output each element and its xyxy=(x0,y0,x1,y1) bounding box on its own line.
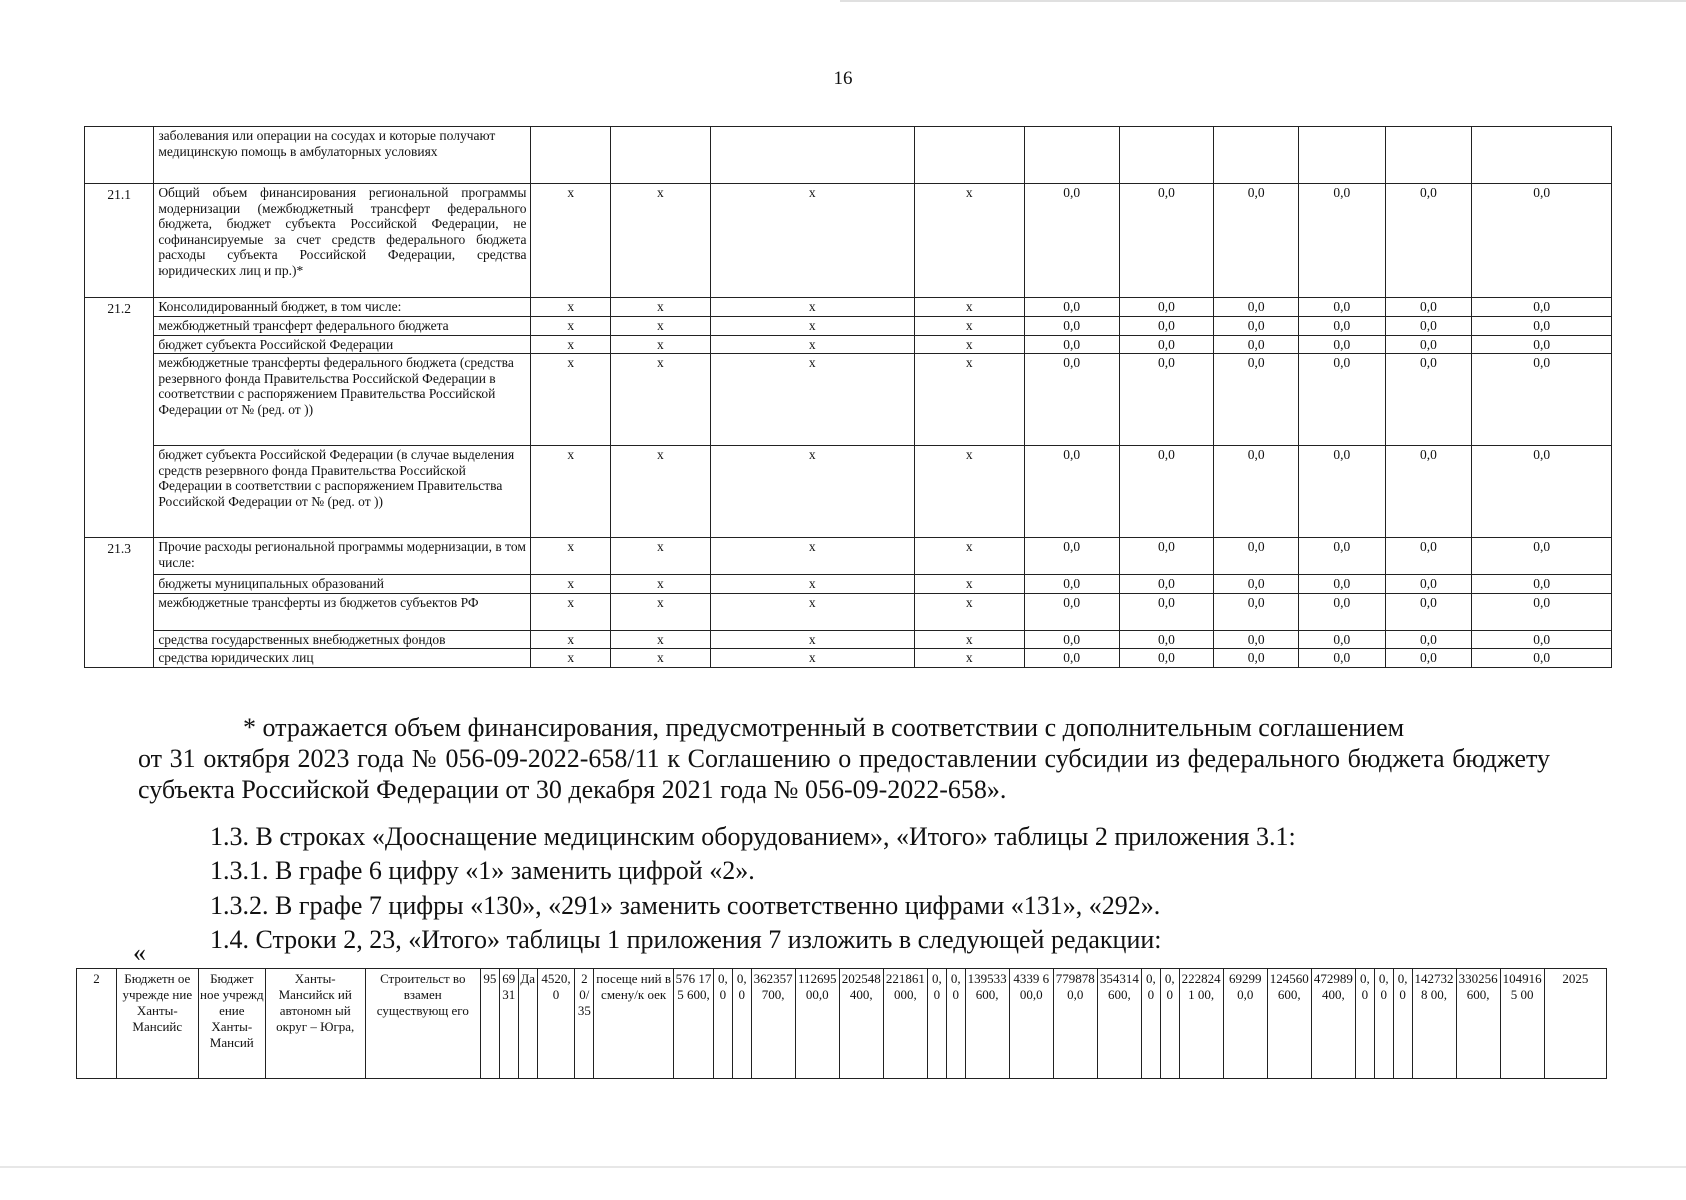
table-row xyxy=(85,298,1612,317)
value-cell: 0,0 xyxy=(1024,649,1119,668)
value-cell: x xyxy=(914,335,1024,354)
value-cell: 0,0 xyxy=(1374,969,1393,1079)
value-cell: 0,0 xyxy=(1472,317,1612,336)
value-cell: 20/35 xyxy=(575,969,594,1079)
value-cell: 0,0 xyxy=(1298,184,1385,298)
row-description: бюджет субъекта Российской Федерации xyxy=(154,335,531,354)
value-cell: 0,0 xyxy=(713,969,732,1079)
value-cell: x xyxy=(710,335,914,354)
value-cell: 0,0 xyxy=(1472,593,1612,630)
table-row xyxy=(85,127,1612,184)
value-cell xyxy=(1298,127,1385,184)
value-cell: 0,0 xyxy=(1214,298,1299,317)
value-cell: 0,0 xyxy=(1385,593,1472,630)
row-number xyxy=(85,127,154,184)
value-cell: 0,0 xyxy=(1024,593,1119,630)
value-cell xyxy=(914,127,1024,184)
value-cell: 0,0 xyxy=(1024,354,1119,446)
value-cell: 4339 600,0 xyxy=(1009,969,1053,1079)
value-cell: x xyxy=(610,298,710,317)
value-cell: 0,0 xyxy=(1160,969,1179,1079)
value-cell: x xyxy=(914,538,1024,575)
value-cell: 0,0 xyxy=(1385,649,1472,668)
value-cell: x xyxy=(531,630,611,649)
value-cell: 0,0 xyxy=(1024,575,1119,594)
value-cell: x xyxy=(610,538,710,575)
value-cell: x xyxy=(710,298,914,317)
value-cell xyxy=(1119,127,1214,184)
value-cell: 0,0 xyxy=(1298,335,1385,354)
value-cell: 4520,0 xyxy=(537,969,575,1079)
value-cell: 0,0 xyxy=(1024,298,1119,317)
value-cell: x xyxy=(610,335,710,354)
table-row xyxy=(85,335,1612,354)
value-cell: 692990,0 xyxy=(1223,969,1267,1079)
value-cell: Бюджет ное учрежд ение Ханты-Мансий xyxy=(198,969,265,1079)
value-cell: 202548 400, xyxy=(839,969,883,1079)
appendix7-row-table xyxy=(76,968,1607,1079)
value-cell: 0,0 xyxy=(1214,354,1299,446)
value-cell: 0,0 xyxy=(1214,335,1299,354)
value-cell: 0,0 xyxy=(1119,298,1214,317)
row-description: Общий объем финансирования региональной программы модернизации (межбюджетный трансферт федерального бюджета, бюджет субъекта Российской Федерации, не софинансируемые за счет средств федерального бюджета расходы субъекта Российской Федерации, средства юридических лиц и пр.)* xyxy=(154,184,531,298)
value-cell: x xyxy=(710,649,914,668)
value-cell: x xyxy=(710,446,914,538)
value-cell: 0,0 xyxy=(1214,649,1299,668)
value-cell: 0,0 xyxy=(1472,335,1612,354)
value-cell xyxy=(531,127,611,184)
table-row xyxy=(85,538,1612,575)
value-cell: 2228241 00, xyxy=(1179,969,1223,1079)
financing-table xyxy=(84,126,1612,668)
row-description: бюджет субъекта Российской Федерации (в случае выделения средств резервного фонда Правительства Российской Федерации в соответствии с распоряжением Правительства Российской Федерации от № (ред. от )) xyxy=(154,446,531,538)
value-cell xyxy=(1472,127,1612,184)
value-cell: 124560 600, xyxy=(1267,969,1311,1079)
value-cell: 0,0 xyxy=(1298,354,1385,446)
value-cell: x xyxy=(610,593,710,630)
value-cell: 0,0 xyxy=(1119,630,1214,649)
value-cell: 0,0 xyxy=(1298,298,1385,317)
value-cell: x xyxy=(531,593,611,630)
value-cell: 0,0 xyxy=(1119,446,1214,538)
value-cell: x xyxy=(531,335,611,354)
row-description: средства юридических лиц xyxy=(154,649,531,668)
value-cell: 0,0 xyxy=(1298,317,1385,336)
paragraph-1-3-1: 1.3.1. В графе 6 цифру «1» заменить цифрой «2». xyxy=(210,856,755,885)
value-cell: x xyxy=(914,649,1024,668)
value-cell: 0,0 xyxy=(1385,575,1472,594)
row-description: межбюджетные трансферты из бюджетов субъектов РФ xyxy=(154,593,531,630)
value-cell: x xyxy=(610,649,710,668)
value-cell: 0,0 xyxy=(1298,538,1385,575)
value-cell: 354314 600, xyxy=(1097,969,1141,1079)
value-cell: 6931 xyxy=(499,969,518,1079)
row-description: бюджеты муниципальных образований xyxy=(154,575,531,594)
value-cell: 95 xyxy=(480,969,499,1079)
value-cell: x xyxy=(610,630,710,649)
value-cell: 0,0 xyxy=(1472,446,1612,538)
table-row xyxy=(85,649,1612,668)
value-cell: 0,0 xyxy=(1119,184,1214,298)
paragraph-1-3: 1.3. В строках «Дооснащение медицинским оборудованием», «Итого» таблицы 2 приложения 3.1: xyxy=(210,822,1296,851)
value-cell: 0,0 xyxy=(1472,649,1612,668)
value-cell: Да xyxy=(518,969,537,1079)
scan-edge-bottom xyxy=(0,1166,1686,1168)
value-cell: 0,0 xyxy=(1472,354,1612,446)
row-number: 21.2 xyxy=(85,298,154,538)
value-cell: x xyxy=(531,298,611,317)
value-cell: 0,0 xyxy=(1385,538,1472,575)
opening-quote: « xyxy=(133,938,146,967)
value-cell xyxy=(710,127,914,184)
value-cell: 0,0 xyxy=(1298,446,1385,538)
value-cell: 0,0 xyxy=(1024,630,1119,649)
value-cell: 0,0 xyxy=(1024,446,1119,538)
value-cell: x xyxy=(531,538,611,575)
value-cell: x xyxy=(531,354,611,446)
value-cell: Ханты-Мансийск ий автономн ый округ – Югра, xyxy=(265,969,365,1079)
value-cell: 0,0 xyxy=(946,969,965,1079)
value-cell: 0,0 xyxy=(1119,354,1214,446)
value-cell: 0,0 xyxy=(1472,184,1612,298)
value-cell: 0,0 xyxy=(927,969,946,1079)
value-cell: 0,0 xyxy=(1385,446,1472,538)
value-cell: 0,0 xyxy=(1385,630,1472,649)
value-cell: 0,0 xyxy=(1214,184,1299,298)
value-cell: 2 xyxy=(77,969,117,1079)
value-cell: 0,0 xyxy=(1119,575,1214,594)
value-cell: x xyxy=(710,184,914,298)
table-row xyxy=(85,575,1612,594)
value-cell xyxy=(1214,127,1299,184)
value-cell: 0,0 xyxy=(1119,538,1214,575)
table-row xyxy=(85,354,1612,446)
value-cell: Строительст во взамен существующ его xyxy=(365,969,480,1079)
value-cell: 0,0 xyxy=(1214,575,1299,594)
value-cell: 112695 00,0 xyxy=(795,969,839,1079)
row-number: 21.1 xyxy=(85,184,154,298)
value-cell xyxy=(1024,127,1119,184)
value-cell: 0,0 xyxy=(1214,593,1299,630)
value-cell: 330256 600, xyxy=(1456,969,1500,1079)
footnote-rest: от 31 октября 2023 года № 056-09-2022-658/11 к Соглашению о предоставлении субсидии из федерального бюджета бюджету субъекта Российской Федерации от 30 декабря 2021 года № 056-09-2022-658». xyxy=(138,744,1550,804)
value-cell: 7798780,0 xyxy=(1053,969,1097,1079)
value-cell: 0,0 xyxy=(1385,298,1472,317)
value-cell: 0,0 xyxy=(1298,575,1385,594)
value-cell: посеще ний в смену/к оек xyxy=(594,969,674,1079)
value-cell: x xyxy=(610,446,710,538)
row-description: средства государственных внебюджетных фондов xyxy=(154,630,531,649)
value-cell: x xyxy=(914,184,1024,298)
value-cell xyxy=(610,127,710,184)
table-row xyxy=(77,969,1607,1079)
value-cell: x xyxy=(914,575,1024,594)
value-cell: 0,0 xyxy=(1472,298,1612,317)
footnote xyxy=(138,712,1550,805)
value-cell: 0,0 xyxy=(1119,593,1214,630)
value-cell: 0,0 xyxy=(1024,335,1119,354)
paragraph-1-4: 1.4. Строки 2, 23, «Итого» таблицы 1 приложения 7 изложить в следующей редакции: xyxy=(210,925,1162,954)
value-cell: 0,0 xyxy=(1298,630,1385,649)
value-cell: x xyxy=(914,630,1024,649)
value-cell xyxy=(1385,127,1472,184)
value-cell: x xyxy=(914,446,1024,538)
footnote-line1: * отражается объем финансирования, предусмотренный в соответствии с дополнительным соглашением xyxy=(243,713,1405,742)
table-row xyxy=(85,446,1612,538)
value-cell: 0,0 xyxy=(1024,317,1119,336)
value-cell: x xyxy=(531,446,611,538)
value-cell: 472989 400, xyxy=(1311,969,1355,1079)
value-cell: 0,0 xyxy=(1472,538,1612,575)
value-cell: 0,0 xyxy=(1355,969,1374,1079)
value-cell: x xyxy=(914,298,1024,317)
value-cell: 0,0 xyxy=(1119,649,1214,668)
scan-edge-top xyxy=(840,0,1686,2)
value-cell: 0,0 xyxy=(1298,593,1385,630)
table-row xyxy=(85,593,1612,630)
value-cell: 0,0 xyxy=(1385,317,1472,336)
value-cell: 0,0 xyxy=(1393,969,1412,1079)
value-cell: 0,0 xyxy=(1385,354,1472,446)
value-cell: x xyxy=(531,575,611,594)
value-cell: 0,0 xyxy=(1385,335,1472,354)
value-cell: x xyxy=(531,649,611,668)
row-description: Прочие расходы региональной программы модернизации, в том числе: xyxy=(154,538,531,575)
value-cell: x xyxy=(610,354,710,446)
value-cell: x xyxy=(531,184,611,298)
value-cell: Бюджетн ое учрежде ние Ханты-Мансийс xyxy=(116,969,198,1079)
value-cell: 0,0 xyxy=(1214,630,1299,649)
value-cell: 0,0 xyxy=(1214,446,1299,538)
row-description: межбюджетный трансферт федерального бюджета xyxy=(154,317,531,336)
value-cell: x xyxy=(914,593,1024,630)
row-description: Консолидированный бюджет, в том числе: xyxy=(154,298,531,317)
value-cell: 0,0 xyxy=(1119,335,1214,354)
page-number: 16 xyxy=(833,68,853,89)
value-cell: 362357 700, xyxy=(751,969,795,1079)
value-cell: x xyxy=(531,317,611,336)
value-cell: 1049165 00 xyxy=(1500,969,1544,1079)
row-description: межбюджетные трансферты федерального бюджета (средства резервного фонда Правительства Российской Федерации в соответствии с распоряжением Правительства Российской Федерации от № (ред. от )) xyxy=(154,354,531,446)
value-cell: x xyxy=(610,317,710,336)
value-cell: x xyxy=(610,575,710,594)
value-cell: 0,0 xyxy=(1119,317,1214,336)
value-cell: 0,0 xyxy=(1214,317,1299,336)
value-cell: 0,0 xyxy=(1214,538,1299,575)
value-cell: 1427328 00, xyxy=(1412,969,1456,1079)
value-cell: 0,0 xyxy=(1024,538,1119,575)
value-cell: x xyxy=(710,575,914,594)
row-number: 21.3 xyxy=(85,538,154,668)
value-cell: x xyxy=(914,354,1024,446)
value-cell: 0,0 xyxy=(1024,184,1119,298)
table-row xyxy=(85,184,1612,298)
value-cell: 576 175 600, xyxy=(674,969,714,1079)
value-cell: 0,0 xyxy=(1385,184,1472,298)
value-cell: 221861 000, xyxy=(883,969,927,1079)
value-cell: 139533 600, xyxy=(965,969,1009,1079)
row-description: заболевания или операции на сосудах и которые получают медицинскую помощь в амбулаторных условиях xyxy=(154,127,531,184)
value-cell: 0,0 xyxy=(732,969,751,1079)
value-cell: x xyxy=(710,317,914,336)
value-cell: x xyxy=(610,184,710,298)
value-cell: 0,0 xyxy=(1141,969,1160,1079)
value-cell: x xyxy=(710,593,914,630)
value-cell: 2025 xyxy=(1544,969,1606,1079)
paragraph-1-3-2: 1.3.2. В графе 7 цифры «130», «291» заменить соответственно цифрами «131», «292». xyxy=(210,891,1161,920)
value-cell: 0,0 xyxy=(1472,630,1612,649)
value-cell: x xyxy=(914,317,1024,336)
value-cell: 0,0 xyxy=(1472,575,1612,594)
table-row xyxy=(85,317,1612,336)
value-cell: x xyxy=(710,630,914,649)
value-cell: 0,0 xyxy=(1298,649,1385,668)
value-cell: x xyxy=(710,538,914,575)
table-row xyxy=(85,630,1612,649)
value-cell: x xyxy=(710,354,914,446)
